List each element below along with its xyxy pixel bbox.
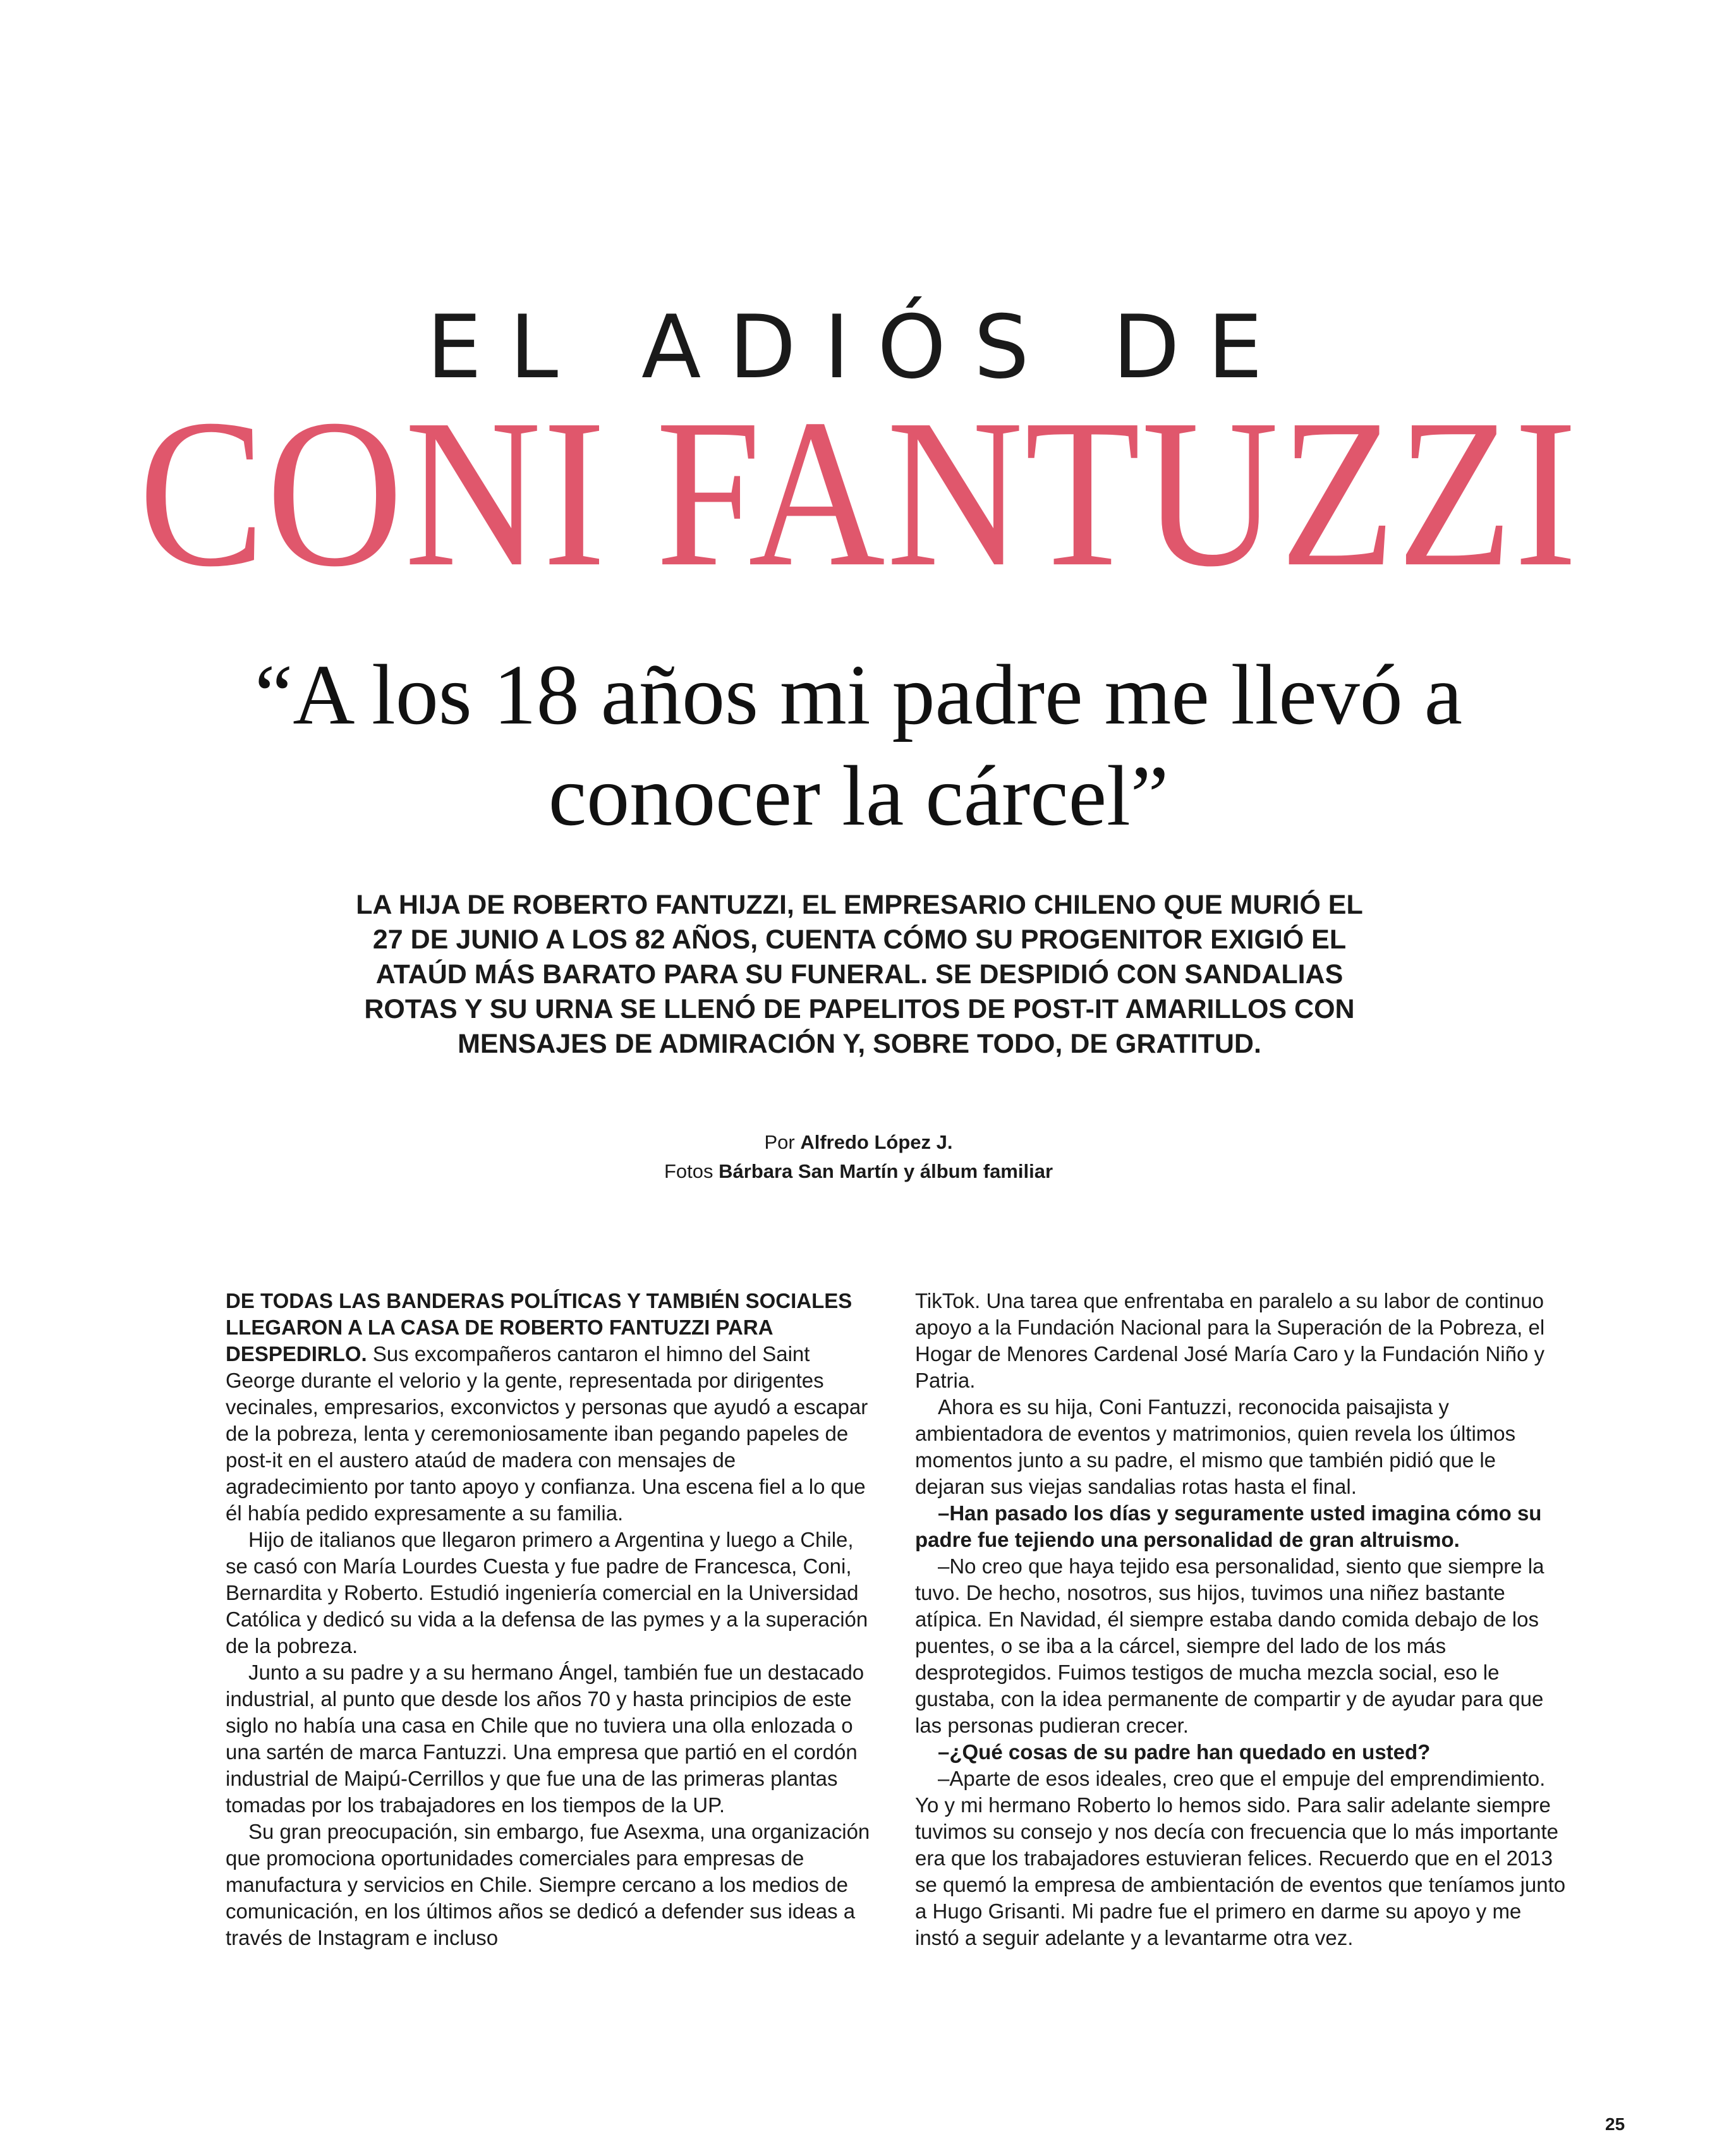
body-column-left xyxy=(226,1288,877,1951)
interview-answer: –Aparte de esos ideales, creo que el empuje del emprendimiento. Yo y mi hermano Roberto lo hemos sido. Para salir adelante siempre tuvimos su consejo y nos decía con frecuencia que lo más importante era que los trabajadores estuvieran felices. Recuerdo que en el 2013 se quemó la empresa de ambientación de eventos que teníamos junto a Hugo Grisanti. Mi padre fue el primero en darme su apoyo y me instó a seguir adelante y a levantarme otra vez. xyxy=(915,1767,1566,1949)
body-column-right xyxy=(915,1288,1566,1951)
body-paragraph: Ahora es su hija, Coni Fantuzzi, reconocida paisajista y ambientadora de eventos y matrimonios, quien revela los últimos momentos junto a su padre, el mismo que también pidió que le dejaran sus viejas sandalias rotas hasta el final. xyxy=(915,1395,1516,1498)
kicker: EL ADIÓS DE xyxy=(427,296,1290,398)
interview-question: –Han pasado los días y seguramente usted imagina cómo su padre fue tejiendo una personalidad de gran altruismo. xyxy=(915,1501,1542,1551)
headline: CONI FANTUZZI xyxy=(138,375,1579,610)
opening-caps: DE TODAS LAS BANDERAS POLÍTICAS Y TAMBIÉN SOCIALES LLEGARON A LA CASA DE ROBERTO FANTUZZI PARA DESPEDIRLO. xyxy=(226,1289,852,1366)
byline-author: Alfredo López J. xyxy=(800,1131,953,1153)
byline xyxy=(0,1128,1717,1157)
credits xyxy=(0,1128,1717,1186)
opening-text: Sus excompañeros cantaron el himno del Saint George durante el velorio y la gente, representada por dirigentes vecinales, empresarios, exconvictos y personas que ayudó a escapar de la pobreza, lenta y ceremoniosamente iban pegando papeles de post-it en el austero ataúd de madera con mensajes de agradecimiento por tanto apoyo y confianza. Una escena fiel a lo que él había pedido expresamente a su familia. xyxy=(226,1342,868,1525)
interview-answer: –No creo que haya tejido esa personalidad, siento que siempre la tuvo. De hecho, nosotros, sus hijos, tuvimos una niñez bastante atípica. En Navidad, él siempre estaba dando comida debajo de los puentes, o se iba a la cárcel, siempre del lado de los más desprotegidos. Fuimos testigos de mucha mezcla social, eso le gustaba, con la idea permanente de compartir y de ayudar para que las personas pudieran crecer. xyxy=(915,1554,1544,1737)
lede: LA HIJA DE ROBERTO FANTUZZI, EL EMPRESARIO CHILENO QUE MURIÓ EL 27 DE JUNIO A LOS 82 AÑOS, CUENTA CÓMO SU PROGENITOR EXIGIÓ EL ATAÚD MÁS BARATO PARA SU FUNERAL. SE DESPIDIÓ CON SANDALIAS ROTAS Y SU URNA SE LLENÓ DE PAPELITOS DE POST-IT AMARILLOS CON MENSAJES DE ADMIRACIÓN Y, SOBRE TODO, DE GRATITUD. xyxy=(356,890,1363,1059)
body-paragraph: TikTok. Una tarea que enfrentaba en paralelo a su labor de continuo apoyo a la Fundación Nacional para la Superación de la Pobreza, el Hogar de Menores Cardenal José María Caro y la Fundación Niño y Patria. xyxy=(915,1289,1545,1392)
body-paragraph: Junto a su padre y a su hermano Ángel, también fue un destacado industrial, al punto que desde los años 70 y hasta principios de este siglo no había una casa en Chile que no tuviera una olla enlozada o una sartén de marca Fantuzzi. Una empresa que partió en el cordón industrial de Maipú-Cerrillos y que fue una de las primeras plantas tomadas por los trabajadores en los tiempos de la UP. xyxy=(226,1661,865,1817)
pull-quote-line-2: conocer la cárcel” xyxy=(548,749,1169,844)
byline-prefix: Por xyxy=(764,1131,795,1153)
interview-question: –¿Qué cosas de su padre han quedado en usted? xyxy=(938,1740,1431,1764)
photo-credit xyxy=(0,1157,1717,1186)
body-paragraph xyxy=(226,1288,877,1527)
pull-quote xyxy=(164,645,1553,847)
body-paragraph: Hijo de italianos que llegaron primero a Argentina y luego a Chile, se casó con María Lourdes Cuesta y fue padre de Francesca, Coni, Bernardita y Roberto. Estudió ingeniería comercial en la Universidad Católica y dedicó su vida a la defensa de las pymes y a la superación de la pobreza. xyxy=(226,1528,868,1657)
photo-credit-names: Bárbara San Martín y álbum familiar xyxy=(719,1160,1053,1182)
photo-credit-prefix: Fotos xyxy=(664,1160,713,1182)
pull-quote-line-1: “A los 18 años mi padre me llevó a xyxy=(254,648,1463,742)
page-number: 25 xyxy=(1605,2114,1625,2134)
body-paragraph: Su gran preocupación, sin embargo, fue Asexma, una organización que promociona oportunidades comerciales para empresas de manufactura y servicios en Chile. Siempre cercano a los medios de comunicación, en los últimos años se dedicó a defender sus ideas a través de Instagram e incluso xyxy=(226,1820,870,1949)
